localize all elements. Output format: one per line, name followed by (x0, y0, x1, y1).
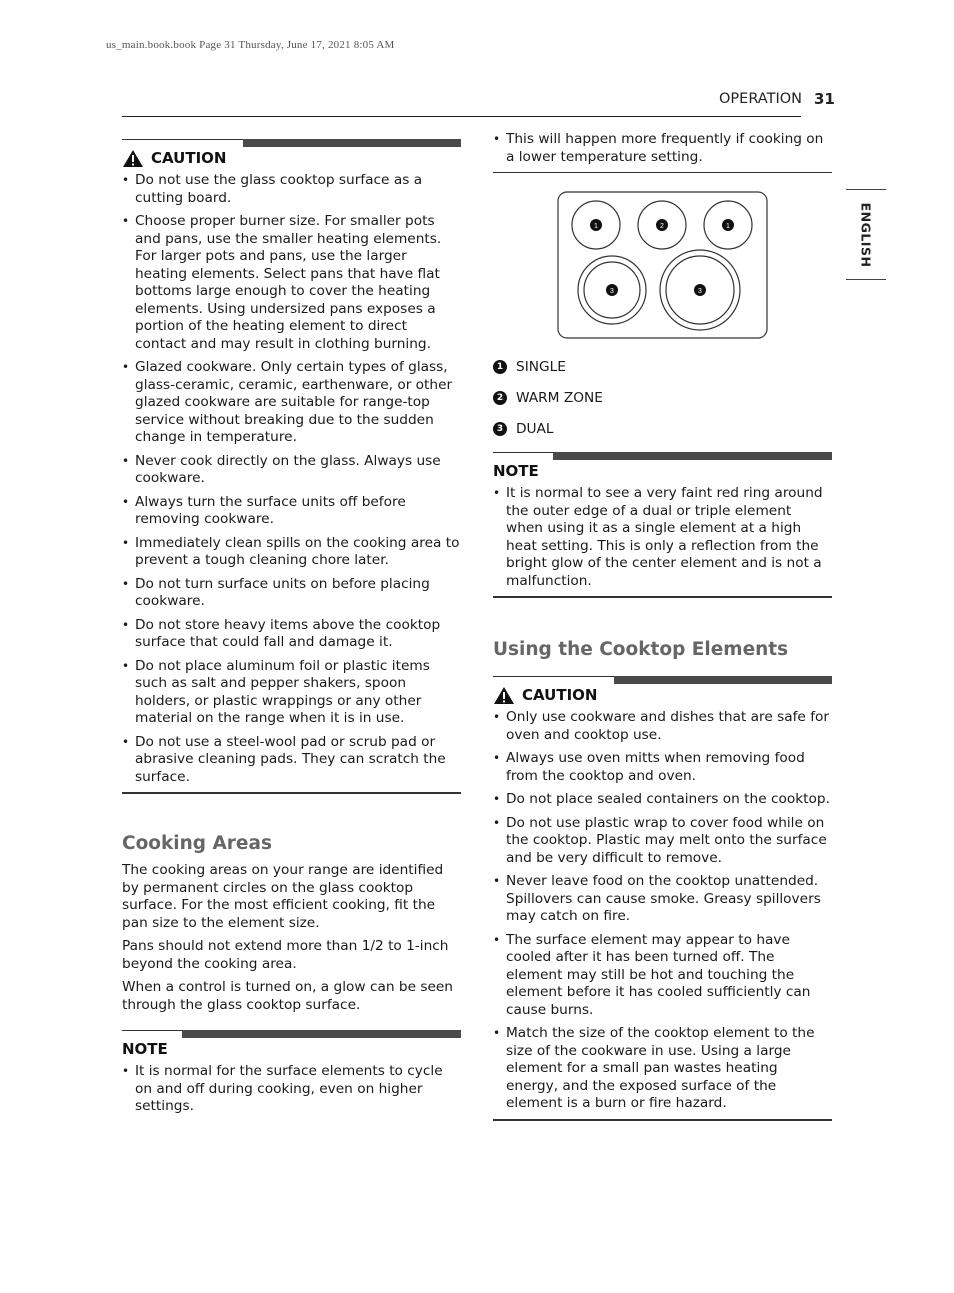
svg-text:3: 3 (610, 288, 614, 295)
note-title-row (122, 1039, 461, 1059)
list-item: • Do not use the glass cooktop surface as a cutting board. (122, 172, 461, 207)
list-item: • Never cook directly on the glass. Always use cookware. (122, 453, 461, 488)
list-item: • Always use oven mitts when removing food from the cooktop and oven. (493, 750, 832, 785)
caution-title: CAUTION (151, 149, 227, 167)
print-meta: us_main.book.book Page 31 Thursday, June 17, 2021 8:05 AM (106, 39, 395, 51)
paragraph: The cooking areas on your range are identified by permanent circles on the glass cooktop surface. For the most efficient cooking, fit the pan size to the element size. (122, 862, 444, 931)
note-box-top (122, 1030, 461, 1039)
list-item: • Always turn the surface units off before removing cookware. (122, 494, 461, 529)
cooktop-diagram (557, 191, 768, 339)
svg-text:1: 1 (726, 223, 730, 230)
warning-icon (493, 686, 515, 705)
note-title: NOTE (493, 462, 539, 480)
svg-text:3: 3 (698, 288, 702, 295)
element-label (722, 219, 734, 231)
paragraph: Pans should not extend more than 1/2 to 1-inch beyond the cooking area. (122, 938, 449, 972)
legend-label: DUAL (516, 421, 554, 437)
list-item: • Do not place aluminum foil or plastic items such as salt and pepper shakers, spoon holders, or plastic wrappings or any other material on the range when it is in use. (122, 658, 461, 728)
element-label (656, 219, 668, 231)
list-item: • It is normal to see a very faint red ring around the outer edge of a dual or triple element when using it as a single element at a high heat setting. This is only a reflection from the bright glow of the center element and is not a malfunction. (493, 485, 832, 590)
note-list (122, 1063, 461, 1116)
divider (493, 596, 832, 598)
divider (493, 1119, 832, 1121)
list-item: • Do not turn surface units on before placing cookware. (122, 576, 461, 611)
continued-text: • This will happen more frequently if cooking on a lower temperature setting. (493, 131, 832, 166)
left-column (122, 139, 461, 1122)
list-item: • Do not use a steel-wool pad or scrub pad or abrasive cleaning pads. They can scratch the surface. (122, 734, 461, 787)
legend-number: 3 (493, 422, 507, 436)
section-title: OPERATION (719, 91, 802, 107)
caution-title-row (493, 685, 832, 705)
legend-label: SINGLE (516, 359, 566, 375)
element-label (606, 284, 618, 296)
legend-item (493, 388, 832, 408)
caution-box-top (122, 139, 461, 148)
legend-item (493, 357, 832, 377)
legend-number: 2 (493, 391, 507, 405)
note-title: NOTE (122, 1040, 168, 1058)
svg-text:1: 1 (594, 223, 598, 230)
list-item: • Only use cookware and dishes that are safe for oven and cooktop use. (493, 709, 832, 744)
language-tab (846, 189, 886, 280)
svg-text:2: 2 (660, 223, 664, 230)
list-item: • Do not place sealed containers on the cooktop. (493, 791, 832, 809)
legend-item (493, 419, 832, 439)
page-number: 31 (814, 90, 835, 108)
right-column (493, 131, 832, 1121)
note-list (493, 485, 832, 590)
page-header (122, 89, 801, 117)
cooktop-diagram-wrap (493, 173, 832, 343)
caution-title: CAUTION (522, 686, 598, 704)
diagram-legend (493, 357, 832, 439)
continued-list (493, 131, 832, 166)
caution-box-top (493, 676, 832, 685)
list-item: • Do not use plastic wrap to cover food while on the cooktop. Plastic may melt onto the surface and be very difficult to remove. (493, 815, 832, 868)
element-label (694, 284, 706, 296)
list-item: • Choose proper burner size. For smaller pots and pans, use the smaller heating elements. For larger pots and pans, use the larger heating elements. Select pans that have flat bottoms large enough to cover the heating elements. Using undersized pans exposes a portion of the heating element to direct contact and may result in clothing burning. (122, 213, 461, 353)
element-label (590, 219, 602, 231)
using-heading: Using the Cooktop Elements (493, 639, 789, 660)
language-tab-label: ENGLISH (858, 202, 874, 267)
caution-title-row (122, 148, 461, 168)
note-title-row (493, 461, 832, 481)
legend-label: WARM ZONE (516, 390, 603, 406)
list-item: • It is normal for the surface elements to cycle on and off during cooking, even on higher settings. (122, 1063, 461, 1116)
list-item: • Match the size of the cooktop element to the size of the cookware in use. Using a large element for a small pan wastes heating energy, and the exposed surface of the element is a burn or fire hazard. (493, 1025, 832, 1113)
divider (122, 792, 461, 794)
cooking-areas-heading: Cooking Areas (122, 833, 272, 854)
list-item: • Never leave food on the cooktop unattended. Spillovers can cause smoke. Greasy spillovers may catch on fire. (493, 873, 832, 926)
caution-list (122, 172, 461, 786)
caution-list (493, 709, 832, 1113)
list-item: • Do not store heavy items above the cooktop surface that could fall and damage it. (122, 617, 461, 652)
note-box-top (493, 452, 832, 461)
list-item: • Immediately clean spills on the cooking area to prevent a tough cleaning chore later. (122, 535, 461, 570)
paragraph: When a control is turned on, a glow can be seen through the glass cooktop surface. (122, 979, 453, 1013)
list-item: • The surface element may appear to have cooled after it has been turned off. The element may still be hot and touching the element before it has cooled sufficiently can cause burns. (493, 932, 832, 1020)
warning-icon (122, 149, 144, 168)
cooking-areas-body (122, 862, 461, 1014)
legend-number: 1 (493, 360, 507, 374)
list-item: • Glazed cookware. Only certain types of glass, glass-ceramic, ceramic, earthenware, or other glazed cookware are suitable for range-top service without breaking due to the sudden change in temperature. (122, 359, 461, 447)
